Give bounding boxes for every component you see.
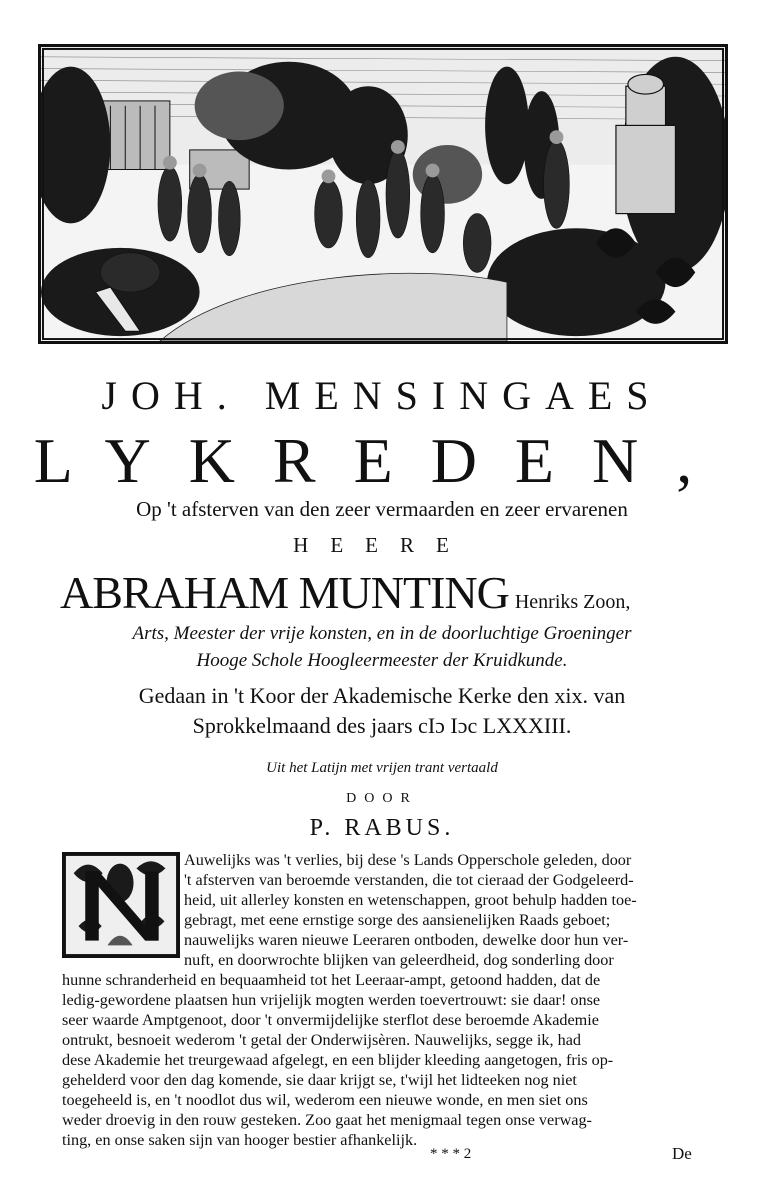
occasion: [0, 681, 764, 741]
translator-name: P. RABUS.: [309, 815, 455, 841]
body-line: ontrukt, besnoeit wederom 't getal der Onderwijsèren. Nauwelijks, segge ik, had: [62, 1031, 581, 1049]
decorated-initial-n: [62, 852, 180, 958]
roles-line-2: Hooge Schole Hoogleermeester der Kruidkunde.: [196, 650, 568, 671]
body-line: Auwelijks was 't verlies, bij dese 's Lands Opperschole geleden, door: [184, 851, 632, 869]
body-line: weder droevig in den rouw gesteken. Zoo gaat het menigmaal tegen onse verwag-: [62, 1111, 592, 1129]
engraved-headpiece: [38, 44, 728, 344]
body-line: nauwelijks waren nieuwe Leeraren ontboden, dewelke door hun ver-: [184, 931, 629, 949]
honoree-roles: [0, 620, 764, 674]
honoree-name-suffix: Henriks Zoon,: [514, 591, 631, 613]
door-label: DOOR: [346, 791, 418, 806]
honoree-name-line: [60, 566, 630, 619]
translation-note: Uit het Latijn met vrijen trant vertaald: [266, 760, 498, 776]
initial-n-ornament: [64, 854, 178, 956]
body-line: ting, en onse saken sijn van hooger bestier afhankelijk.: [62, 1131, 418, 1149]
occasion-line-1: Gedaan in 't Koor der Akademische Kerke den xix. van: [138, 683, 626, 708]
body-line: toegeheeld is, en 't noodlot dus wil, wederom een nieuwe wonde, en men siet ons: [62, 1091, 588, 1109]
body-line: gebragt, met eene ernstige sorge des aansienelijken Raads geboet;: [184, 911, 611, 929]
heere-line: HEERE: [293, 533, 471, 557]
main-title: LYKREDEN,: [33, 425, 731, 496]
body-line: gehelderd voor den dag komende, sie daar krijgt se, t'wijl het lidteeken nog niet: [62, 1071, 577, 1089]
body-line: seer waarde Amptgenoot, door 't onvermijdelijke sterflot dese beroemde Akademie: [62, 1011, 599, 1029]
body-line: dese Akademie het treurgewaad afgelegt, en een blijder kleeding aangetogen, fris op-: [62, 1051, 614, 1069]
garden-scene-engraving: [41, 47, 725, 341]
honoree-name: ABRAHAM MUNTING: [60, 567, 509, 618]
body-line: 't afsterven van beroemde verstanden, die tot cieraad der Godgeleerd-: [184, 871, 634, 889]
body-line: heid, uit allerley konsten en wetenschappen, groot behulp hadden toe-: [184, 891, 637, 909]
body-line: ledig-gewordene plaatsen hun vrijelijk mogten werden toevertrouwt: sie daar! onse: [62, 991, 601, 1009]
signature-mark: * * * 2: [430, 1146, 472, 1162]
body-line: nuft, en doorwrochte blijken van geleerdheid, dog sonderling door: [184, 951, 614, 969]
author-title-line: JOH. MENSINGAES: [101, 373, 663, 418]
occasion-line-2: Sprokkelmaand des jaars cIɔ Iɔc LXXXIII.: [192, 713, 572, 738]
roles-line-1: Arts, Meester der vrije konsten, en in de doorluchtige Groeninger: [132, 623, 632, 644]
catchword: De: [672, 1144, 692, 1163]
body-line: hunne schranderheid en bequaamheid tot het Leeraar-ampt, getoond hadden, dat de: [62, 971, 601, 989]
subtitle-line: Op 't afsterven van den zeer vermaarden en zeer ervarenen: [136, 497, 628, 521]
